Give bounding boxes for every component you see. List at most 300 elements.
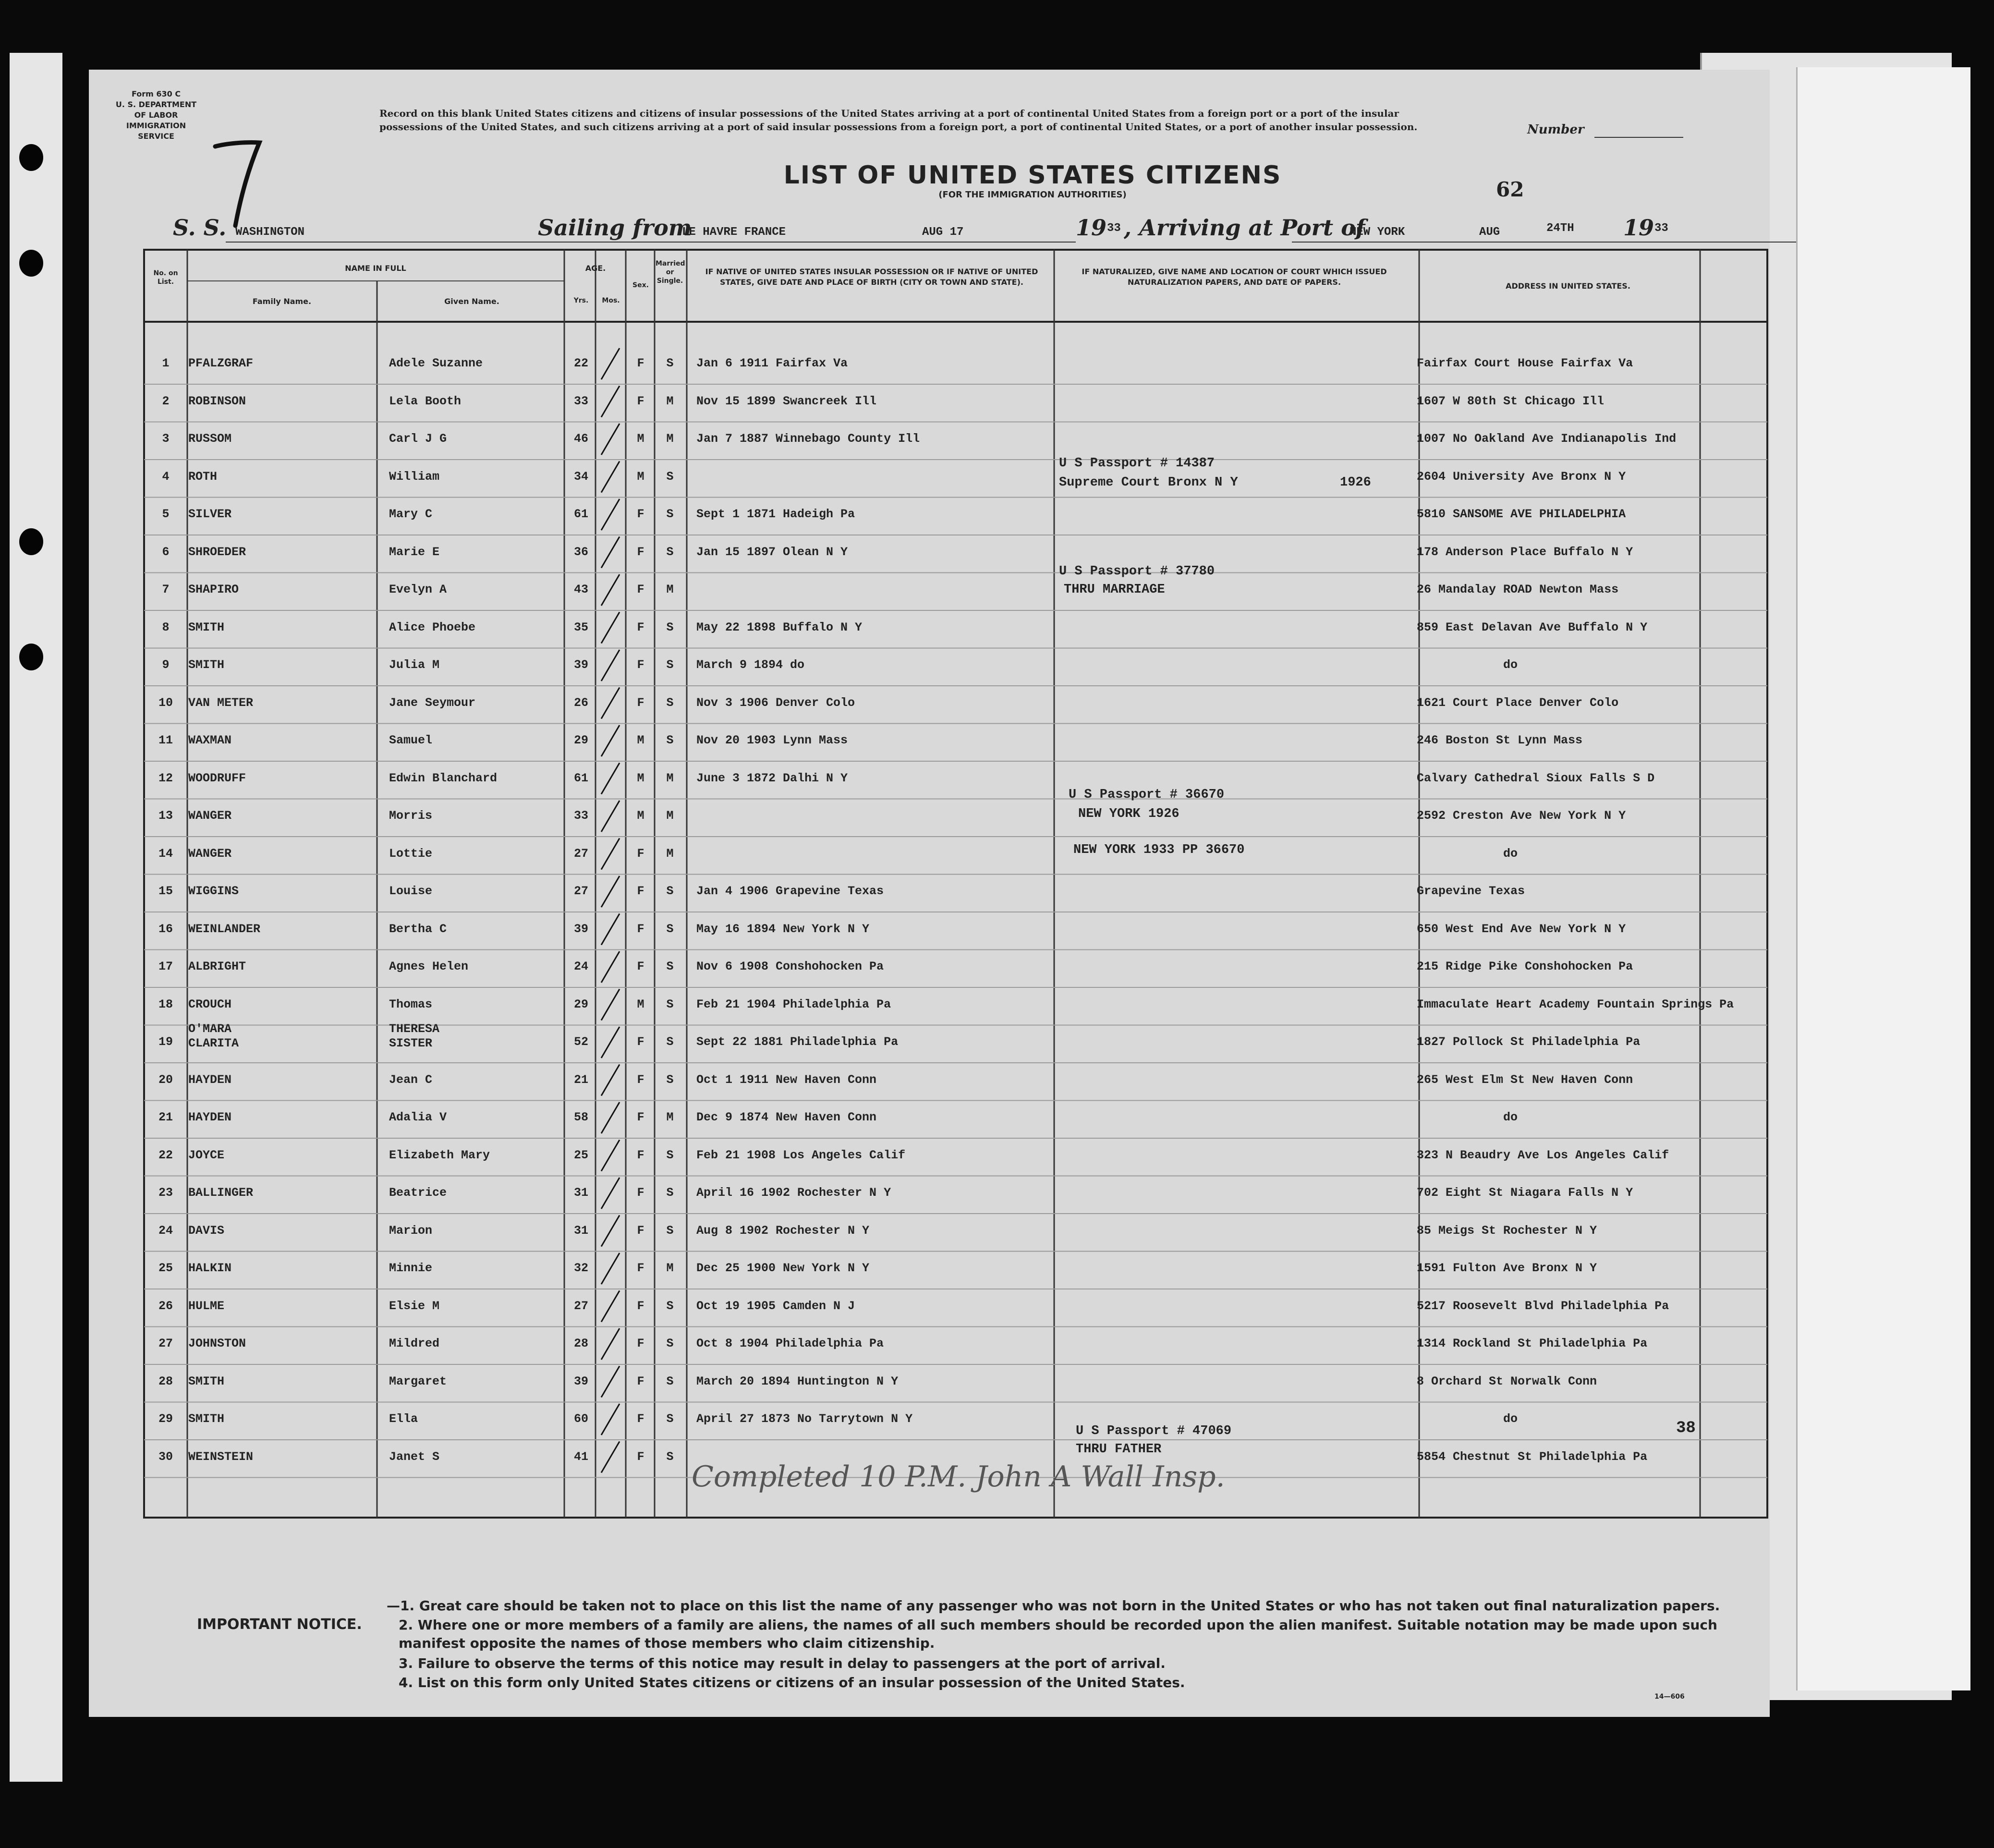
check-mark [601, 839, 620, 870]
cell-sex: M [637, 997, 644, 1011]
cell-ms: S [666, 1072, 674, 1087]
cell-address: Fairfax Court House Fairfax Va [1417, 356, 1633, 370]
check-mark [601, 1366, 620, 1398]
cell-no: 10 [158, 695, 173, 710]
cell-no: 3 [162, 432, 170, 446]
cell-birth: June 3 1872 Dalhi N Y [696, 771, 848, 785]
cell-no: 6 [162, 545, 170, 559]
cell-ms: M [666, 583, 674, 596]
cell-given: Thomas [389, 997, 433, 1011]
cell-no: 11 [158, 733, 173, 747]
cell-ms: M [666, 394, 674, 408]
cell-address: do [1503, 1110, 1518, 1124]
cell-address: 323 N Beaudry Ave Los Angeles Calif [1417, 1148, 1669, 1162]
cell-address: 2592 Creston Ave New York N Y [1417, 809, 1626, 823]
cell-age: 26 [573, 695, 588, 710]
cell-ms: S [666, 1299, 674, 1313]
cell-sex: F [637, 1072, 644, 1087]
cell-sex: F [637, 1374, 644, 1388]
cell-birth: May 16 1894 New York N Y [696, 922, 870, 936]
cell-age: 27 [573, 1299, 588, 1313]
cell-given: Elizabeth Mary [389, 1148, 490, 1162]
check-mark [601, 1253, 620, 1284]
cell-given: Julia M [389, 658, 440, 672]
departure-date: AUG 17 [922, 226, 964, 239]
cell-given: Margaret [389, 1374, 447, 1388]
page-subtitle: (FOR THE IMMIGRATION AUTHORITIES) [938, 190, 1127, 200]
cell-ms: S [666, 1449, 674, 1464]
check-mark [601, 386, 620, 417]
cell-birth: Oct 8 1904 Philadelphia Pa [696, 1337, 884, 1350]
notice-item: 4. List on this form only United States citizens or citizens of an insular possession of the United States. [399, 1675, 1185, 1690]
cell-address: 246 Boston St Lynn Mass [1417, 733, 1583, 747]
cell-address: Calvary Cathedral Sioux Falls S D [1417, 771, 1655, 785]
cell-ms: M [666, 432, 674, 446]
naturalization-note: U S Passport # 47069 [1076, 1424, 1232, 1438]
check-mark [601, 462, 620, 493]
notice-heading: IMPORTANT NOTICE. [197, 1616, 362, 1633]
cell-no: 7 [162, 583, 170, 596]
cell-given: William [389, 469, 440, 484]
cell-sex: F [637, 1412, 644, 1426]
cell-age: 52 [573, 1035, 588, 1049]
form-issuer: Form 630 C U. S. DEPARTMENT OF LABOR IMMIGRATION SERVICE [115, 89, 197, 141]
cell-sex: F [637, 846, 644, 861]
cell-age: 27 [573, 846, 588, 861]
check-mark [601, 499, 620, 530]
check-mark [601, 989, 620, 1021]
ship-name: WASHINGTON [235, 226, 305, 239]
cell-no: 13 [158, 809, 173, 823]
check-mark [601, 1102, 620, 1133]
col-yrs-header: Yrs. [573, 297, 589, 304]
cell-sex: M [637, 771, 644, 785]
cell-given: Bertha C [389, 922, 447, 936]
cell-address: 1607 W 80th St Chicago Ill [1417, 394, 1605, 408]
cell-no: 23 [158, 1186, 173, 1200]
cell-family: HAYDEN [188, 1072, 232, 1087]
col-naturalized-header: IF NATURALIZED, GIVE NAME AND LOCATION OF COURT WHICH ISSUED NATURALIZATION PAPERS, AND DATE OF PAPERS. [1082, 267, 1387, 287]
cell-ms: M [666, 809, 674, 823]
sailing-label: Sailing from [538, 215, 692, 241]
cell-age: 39 [573, 658, 588, 672]
cell-ms: M [666, 1261, 674, 1275]
cell-family: BALLINGER [188, 1186, 254, 1200]
page-title: LIST OF UNITED STATES CITIZENS [783, 161, 1282, 190]
check-mark [601, 1442, 620, 1473]
cell-family: ROBINSON [188, 394, 246, 408]
cell-address: 859 East Delavan Ave Buffalo N Y [1417, 620, 1648, 634]
cell-sex: F [637, 1337, 644, 1350]
col-family-header: Family Name. [252, 297, 312, 306]
cell-ms: S [666, 356, 674, 370]
cell-birth: Aug 8 1902 Rochester N Y [696, 1223, 870, 1238]
cell-age: 61 [573, 771, 588, 785]
cell-given: Lela Booth [389, 394, 462, 408]
cell-given: Louise [389, 884, 433, 898]
cell-age: 29 [573, 997, 588, 1011]
cell-given: Adele Suzanne [389, 356, 483, 370]
arriving-label: , Arriving at Port of [1124, 215, 1365, 241]
cell-given: Morris [389, 809, 433, 823]
cell-family: JOHNSTON [188, 1337, 246, 1350]
col-address-header: ADDRESS IN UNITED STATES. [1506, 281, 1630, 291]
cell-given: Samuel [389, 733, 433, 747]
cell-address: 8 Orchard St Norwalk Conn [1417, 1374, 1597, 1388]
cell-given: Mary C [389, 507, 433, 521]
cell-sex: M [637, 469, 644, 484]
cell-sex: M [637, 432, 644, 446]
cell-no: 22 [158, 1148, 173, 1162]
cell-birth: Feb 21 1908 Los Angeles Calif [696, 1148, 906, 1162]
cell-given: Marion [389, 1223, 433, 1238]
cell-family: WAXMAN [188, 733, 232, 747]
cell-age: 29 [573, 733, 588, 747]
cell-address: 5854 Chestnut St Philadelphia Pa [1417, 1449, 1648, 1464]
cell-age: 35 [573, 620, 588, 634]
cell-no: 2 [162, 394, 170, 408]
cell-sex: M [637, 809, 644, 823]
check-mark [601, 612, 620, 644]
cell-sex: F [637, 1261, 644, 1275]
cell-birth: Dec 9 1874 New Haven Conn [696, 1110, 877, 1124]
check-mark [601, 424, 620, 455]
cell-age: 31 [573, 1223, 588, 1238]
cell-sex: F [637, 1449, 644, 1464]
cell-family: JOYCE [188, 1148, 225, 1162]
cell-sex: F [637, 620, 644, 634]
cell-family: ALBRIGHT [188, 960, 246, 973]
cell-no: 28 [158, 1374, 173, 1388]
cell-no: 27 [158, 1337, 173, 1350]
cell-age: 24 [573, 960, 588, 973]
cell-address: 215 Ridge Pike Conshohocken Pa [1417, 960, 1633, 973]
cell-birth: May 22 1898 Buffalo N Y [696, 620, 863, 634]
arrival-port: NEW YORK [1350, 226, 1405, 239]
cell-given: Evelyn A [389, 583, 447, 596]
cell-sex: F [637, 1035, 644, 1049]
cell-address: 1621 Court Place Denver Colo [1417, 695, 1619, 710]
cell-given: Ella [389, 1412, 418, 1426]
notice-item: 2. Where one or more members of a family are aliens, the names of all such members should be recorded upon the alien manifest. Suitable notation may be made upon such manifest opposite the names of those members who claim citizenship. [399, 1617, 1717, 1651]
cell-address: 26 Mandalay ROAD Newton Mass [1417, 583, 1619, 596]
cell-family: WANGER [188, 846, 232, 861]
cell-age: 39 [573, 922, 588, 936]
cell-no: 12 [158, 771, 173, 785]
cell-address: 1591 Fulton Ave Bronx N Y [1417, 1261, 1597, 1275]
page-number: 62 [1496, 178, 1524, 201]
cell-no: 9 [162, 658, 170, 672]
col-age-header: AGE. [585, 264, 606, 273]
check-mark [601, 574, 620, 606]
cell-ms: S [666, 507, 674, 521]
cell-age: 25 [573, 1148, 588, 1162]
cell-sex: M [637, 733, 644, 747]
cell-ms: S [666, 1035, 674, 1049]
naturalization-note: U S Passport # 36670 [1069, 788, 1225, 802]
cell-family: DAVIS [188, 1223, 225, 1238]
margin-number: 38 [1676, 1419, 1696, 1437]
cell-sex: F [637, 960, 644, 973]
inspector-signature: Completed 10 P.M. John A Wall Insp. [692, 1460, 1225, 1494]
check-mark [601, 650, 620, 681]
cell-given: Minnie [389, 1261, 433, 1275]
check-mark [601, 348, 620, 379]
notice-item: —1. Great care should be taken not to place on this list the name of any passenger who was not born in the United States or who has not taken out final naturalization papers. [387, 1598, 1720, 1614]
cell-sex: F [637, 884, 644, 898]
check-mark [601, 1178, 620, 1209]
cell-address: 1314 Rockland St Philadelphia Pa [1417, 1337, 1648, 1350]
cell-family: O'MARA CLARITA [188, 1022, 239, 1050]
cell-age: 61 [573, 507, 588, 521]
cell-family: HALKIN [188, 1261, 232, 1275]
cell-sex: F [637, 545, 644, 559]
cell-no: 29 [158, 1412, 173, 1426]
cell-ms: S [666, 1223, 674, 1238]
record-instructions: Record on this blank United States citizens and citizens of insular possessions of the United States arriving at a port of continental United States from a foreign port or a port of the insular possessions of the United States, and such citizens arriving at a port of said insular possessions from a foreign port, a port of continental United States, or a port of another insular possession. [379, 108, 1418, 133]
cell-ms: M [666, 771, 674, 785]
cell-family: HAYDEN [188, 1110, 232, 1124]
cell-address: 5217 Roosevelt Blvd Philadelphia Pa [1417, 1299, 1669, 1313]
cell-birth: Jan 15 1897 Olean N Y [696, 545, 848, 559]
cell-address: 650 West End Ave New York N Y [1417, 922, 1626, 936]
check-mark [601, 951, 620, 983]
cell-no: 8 [162, 620, 170, 634]
naturalization-note: 1926 [1340, 475, 1371, 490]
cell-birth: Jan 7 1887 Winnebago County Ill [696, 432, 920, 446]
cell-family: PFALZGRAF [188, 356, 254, 370]
cell-no: 18 [158, 997, 173, 1011]
cell-given: Alice Phoebe [389, 620, 476, 634]
check-mark [601, 1291, 620, 1322]
cell-age: 46 [573, 432, 588, 446]
cell-family: WIGGINS [188, 884, 239, 898]
cell-no: 1 [162, 356, 170, 370]
departure-port: LE HAVRE FRANCE [682, 226, 786, 239]
cell-given: Adalia V [389, 1110, 447, 1124]
cell-family: SMITH [188, 620, 225, 634]
col-sex-header: Sex. [632, 281, 649, 289]
cell-sex: F [637, 1148, 644, 1162]
cell-family: WEINLANDER [188, 922, 261, 936]
cell-sex: F [637, 394, 644, 408]
cell-no: 5 [162, 507, 170, 521]
check-mark [601, 537, 620, 568]
cell-ms: S [666, 733, 674, 747]
cell-given: Edwin Blanchard [389, 771, 498, 785]
check-mark [601, 688, 620, 719]
cell-given: THERESA SISTER [389, 1022, 440, 1050]
ss-label: S. S. [173, 215, 227, 241]
cell-family: SILVER [188, 507, 232, 521]
cell-no: 14 [158, 846, 173, 861]
cell-sex: F [637, 695, 644, 710]
cell-no: 25 [158, 1261, 173, 1275]
cell-birth: April 16 1902 Rochester N Y [696, 1186, 891, 1200]
cell-ms: S [666, 695, 674, 710]
voyage-line: S. S. WASHINGTON Sailing from LE HAVRE FRANCE AUG 17 19 33 , Arriving at Port of NEW YORK AUG 24TH 19 33 [173, 214, 1671, 243]
cell-birth: March 20 1894 Huntington N Y [696, 1374, 899, 1388]
cell-address: do [1503, 658, 1518, 672]
check-mark [601, 1216, 620, 1247]
cell-birth: Nov 20 1903 Lynn Mass [696, 733, 848, 747]
cell-birth: April 27 1873 No Tarrytown N Y [696, 1412, 913, 1426]
check-mark [601, 1027, 620, 1058]
cell-family: WEINSTEIN [188, 1449, 254, 1464]
cell-birth: Nov 6 1908 Conshohocken Pa [696, 960, 884, 973]
cell-ms: S [666, 658, 674, 672]
cell-given: Carl J G [389, 432, 447, 446]
cell-age: 22 [573, 356, 588, 370]
col-native-header: IF NATIVE OF UNITED STATES INSULAR POSSESSION OR IF NATIVE OF UNITED STATES, GIVE DATE AND PLACE OF BIRTH (CITY OR TOWN AND STATE). [705, 267, 1038, 287]
check-mark [601, 1065, 620, 1096]
cell-given: Agnes Helen [389, 960, 469, 973]
cell-no: 20 [158, 1072, 173, 1087]
cell-ms: S [666, 1148, 674, 1162]
cell-given: Beatrice [389, 1186, 447, 1200]
cell-sex: F [637, 1223, 644, 1238]
cell-birth: Jan 4 1906 Grapevine Texas [696, 884, 884, 898]
naturalization-note: U S Passport # 37780 [1059, 564, 1215, 579]
cell-ms: M [666, 846, 674, 861]
arrival-year: 33 [1654, 222, 1668, 235]
cell-birth: Sept 1 1871 Hadeigh Pa [696, 507, 855, 521]
cell-no: 16 [158, 922, 173, 936]
check-mark [601, 1404, 620, 1435]
cell-birth: March 9 1894 do [696, 658, 805, 672]
cell-age: 60 [573, 1412, 588, 1426]
notice-item: 3. Failure to observe the terms of this notice may result in delay to passengers at the port of arrival. [399, 1655, 1166, 1671]
check-mark [601, 801, 620, 832]
col-mos-header: Mos. [602, 297, 620, 304]
naturalization-note: THRU MARRIAGE [1064, 583, 1165, 597]
cell-family: WOODRUFF [188, 771, 246, 785]
cell-address: 1007 No Oakland Ave Indianapolis Ind [1417, 432, 1677, 446]
cell-sex: F [637, 922, 644, 936]
cell-address: 178 Anderson Place Buffalo N Y [1417, 545, 1633, 559]
cell-ms: S [666, 1337, 674, 1350]
cell-ms: S [666, 1374, 674, 1388]
check-mark [601, 914, 620, 945]
cell-ms: S [666, 997, 674, 1011]
cell-age: 32 [573, 1261, 588, 1275]
naturalization-note: NEW YORK 1926 [1078, 807, 1179, 821]
cell-address: 2604 University Ave Bronx N Y [1417, 469, 1626, 484]
cell-no: 26 [158, 1299, 173, 1313]
cell-sex: F [637, 507, 644, 521]
cell-ms: S [666, 960, 674, 973]
naturalization-note: THRU FATHER [1076, 1442, 1162, 1457]
cell-ms: S [666, 469, 674, 484]
cell-birth: Dec 25 1900 New York N Y [696, 1261, 870, 1275]
cell-address: do [1503, 846, 1518, 861]
cell-given: Jane Seymour [389, 695, 476, 710]
cell-family: SHROEDER [188, 545, 246, 559]
cell-ms: S [666, 545, 674, 559]
cell-no: 4 [162, 469, 170, 484]
naturalization-note: Supreme Court Bronx N Y [1059, 475, 1238, 490]
cell-family: SMITH [188, 658, 225, 672]
cell-birth: Feb 21 1904 Philadelphia Pa [696, 997, 891, 1011]
cell-family: CROUCH [188, 997, 232, 1011]
cell-address: 1827 Pollock St Philadelphia Pa [1417, 1035, 1641, 1049]
cell-family: RUSSOM [188, 432, 232, 446]
cell-ms: S [666, 922, 674, 936]
cell-given: Jean C [389, 1072, 433, 1087]
cell-address: 265 West Elm St New Haven Conn [1417, 1072, 1633, 1087]
cell-age: 43 [573, 583, 588, 596]
cell-birth: Jan 6 1911 Fairfax Va [696, 356, 848, 370]
cell-family: ROTH [188, 469, 218, 484]
check-mark [601, 763, 620, 794]
cell-address: Grapevine Texas [1417, 884, 1525, 898]
departure-year: 33 [1107, 222, 1121, 235]
cell-ms: S [666, 1412, 674, 1426]
cell-given: Lottie [389, 846, 433, 861]
cell-ms: S [666, 620, 674, 634]
cell-age: 58 [573, 1110, 588, 1124]
cell-age: 33 [573, 394, 588, 408]
cell-address: 85 Meigs St Rochester N Y [1417, 1223, 1597, 1238]
check-mark [601, 725, 620, 756]
col-no-header: No. on List. [153, 269, 178, 286]
cell-age: 34 [573, 469, 588, 484]
cell-ms: M [666, 1110, 674, 1124]
cell-given: Elsie M [389, 1299, 440, 1313]
cell-given: Janet S [389, 1449, 440, 1464]
cell-birth: Sept 22 1881 Philadelphia Pa [696, 1035, 899, 1049]
col-given-header: Given Name. [444, 297, 499, 306]
arrival-day: 24TH [1546, 222, 1574, 235]
cell-address: 702 Eight St Niagara Falls N Y [1417, 1186, 1633, 1200]
cell-age: 39 [573, 1374, 588, 1388]
cell-sex: F [637, 1110, 644, 1124]
cell-address: do [1503, 1412, 1518, 1426]
cell-no: 30 [158, 1449, 173, 1464]
cell-given: Mildred [389, 1337, 440, 1350]
col-married-header: Married or Single. [656, 260, 685, 285]
cell-no: 24 [158, 1223, 173, 1238]
check-mark [601, 1140, 620, 1171]
cell-sex: F [637, 583, 644, 596]
cell-no: 21 [158, 1110, 173, 1124]
cell-age: 27 [573, 884, 588, 898]
cell-age: 33 [573, 809, 588, 823]
cell-sex: F [637, 658, 644, 672]
check-mark [601, 876, 620, 907]
naturalization-note: U S Passport # 14387 [1059, 456, 1215, 471]
cell-family: SHAPIRO [188, 583, 239, 596]
cell-age: 28 [573, 1337, 588, 1350]
cell-family: VAN METER [188, 695, 254, 710]
cell-family: SMITH [188, 1412, 225, 1426]
check-mark [601, 1328, 620, 1360]
cell-birth: Nov 15 1899 Swancreek Ill [696, 394, 877, 408]
cell-sex: F [637, 1299, 644, 1313]
cell-no: 17 [158, 960, 173, 973]
cell-age: 31 [573, 1186, 588, 1200]
cell-address: 5810 SANSOME AVE PHILADELPHIA [1417, 507, 1626, 521]
cell-address: Immaculate Heart Academy Fountain Springs Pa [1417, 997, 1734, 1011]
form-code: 14—606 [1654, 1693, 1685, 1701]
number-label: Number [1527, 122, 1584, 137]
cell-no: 15 [158, 884, 173, 898]
cell-age: 41 [573, 1449, 588, 1464]
naturalization-note: NEW YORK 1933 PP 36670 [1073, 843, 1245, 857]
cell-ms: S [666, 1186, 674, 1200]
cell-no: 19 [158, 1035, 173, 1049]
arrival-month: AUG [1479, 226, 1500, 239]
